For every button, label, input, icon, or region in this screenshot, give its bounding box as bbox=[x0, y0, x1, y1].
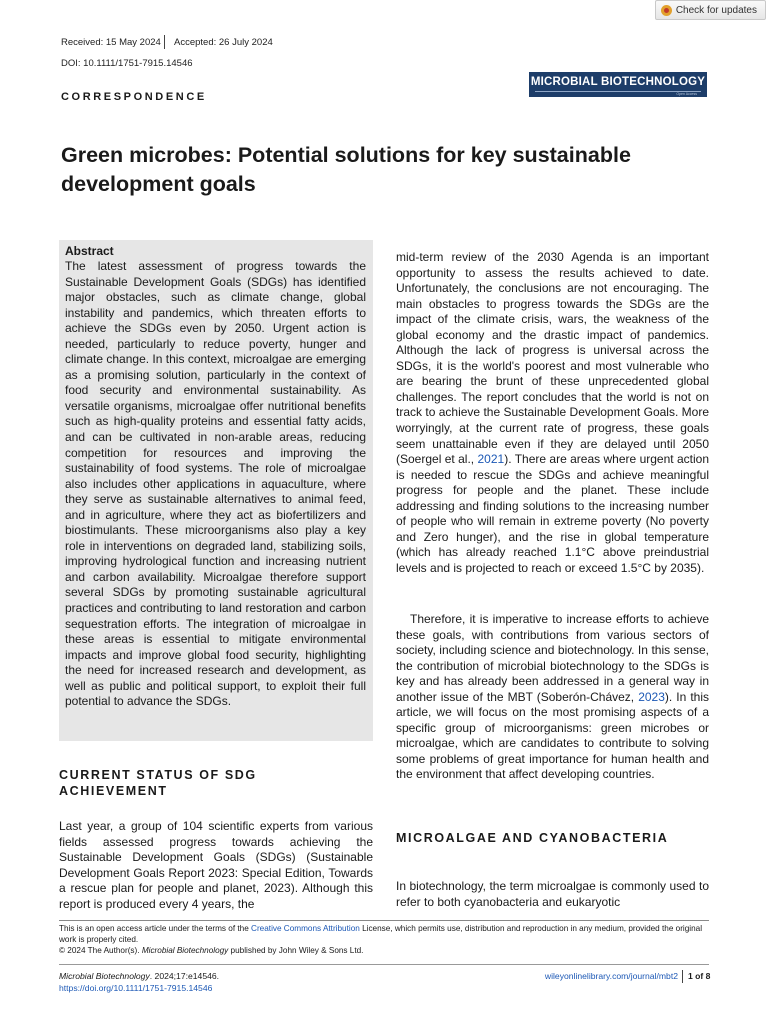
article-title: Green microbes: Potential solutions for key sustainable development goals bbox=[61, 143, 631, 196]
license-text: License, which permits use, distribution and reproduction in any medium, provided the original work is properly cited. bbox=[59, 924, 703, 944]
journal-logo-subtitle: Open Access bbox=[676, 92, 697, 96]
footer-divider bbox=[59, 964, 709, 965]
page-number: 1 of 8 bbox=[688, 971, 711, 981]
abstract-text: The latest assessment of progress towards the Sustainable Development Goals (SDGs) has identified major obstacles, such as climate change, global instability and pandemics, which threaten efforts to achieve the SDGs even by 2050. Urgent action is needed, particularly to reduce poverty, hunger and climate change. In this context, microalgae are emerging as a promising solution, particularly in the context of food security and environmental sustainability. As versatile organisms, microalgae offer nutritional benefits such as high-quality proteins and essential fatty acids, and can be cultivated in non-arable areas, reducing competition for resources and improving the sustainability of food systems. The role of microalgae also includes other applications in aquaculture, where they serve as sustainable alternatives to animal feed, and in agriculture, where they act as biofertilizers and biostimulants. These microorganisms also play a key role in interventions on degraded land, stabilizing soils, improving hydrological function and increasing nutrient and carbon availability. Microalgae therefore support several SDGs by promoting sustainable agricultural practices and contributing to land restoration and carbon sequestration efforts. The integration of microalgae in these areas is essential to mitigate environmental impacts and improve global food security, highlighting the need for increased research and development, as well as public and political support, to exploit their full potential to advance the SDGs. bbox=[65, 259, 366, 709]
footer-separator bbox=[682, 970, 683, 983]
citation-link-2023[interactable]: 2023 bbox=[638, 689, 665, 704]
footer-citation bbox=[59, 971, 219, 982]
received-date: Received: 15 May 2024 bbox=[61, 37, 161, 48]
article-doi: DOI: 10.1111/1751-7915.14546 bbox=[61, 58, 193, 69]
check-for-updates-button[interactable] bbox=[655, 0, 766, 20]
journal-site-link[interactable]: wileyonlinelibrary.com/journal/mbt2 bbox=[544, 971, 678, 981]
license-note bbox=[59, 923, 709, 945]
footer-citation-text: . 2024;17:e14546. bbox=[149, 971, 220, 981]
accepted-date: Accepted: 26 July 2024 bbox=[174, 37, 273, 48]
paragraph-text: ). There are areas where urgent action is needed to rescue the SDGs and achieve meaningful progress for people and the planet. These include addressing and finding solutions to the increasing number of people who will remain in extreme poverty (No poverty and Zero hunger), and the rise in global temperature (which has already reached 1.1°C above preindustrial levels and is projected to reach or exceed 1.5°C by 2035). bbox=[396, 452, 709, 575]
abstract-heading: Abstract bbox=[65, 244, 114, 258]
meta-divider bbox=[164, 35, 165, 49]
body-paragraph-1: Last year, a group of 104 scientific experts from various fields assessed progress towards achieving the Sustainable Development Goals (SDGs) (Sustainable Development Goals Report 2023: Special Edition, Towards a rescue plan for people and planet, 2023). Although this report is produced every 4 years, the bbox=[59, 819, 373, 911]
section-heading-microalgae: MICROALGAE AND CYANOBACTERIA bbox=[396, 831, 669, 845]
journal-logo[interactable] bbox=[529, 72, 707, 97]
check-for-updates-label: Check for updates bbox=[675, 4, 757, 16]
paragraph-text: ). In this article, we will focus on the most promising aspects of a specific group of microorganisms: green microbes or microalgae, which are candidates to contribute to solving some problems of great importance for human health and the environment that affect developing countries. bbox=[396, 689, 709, 782]
body-paragraph-4: In biotechnology, the term microalgae is commonly used to refer to both cyanobacteria and eukaryotic bbox=[396, 879, 709, 909]
paragraph-text: Therefore, it is imperative to increase efforts to achieve these goals, with contributions from various sectors of society, including science and biotechnology. In this sense, the contribution of microbial biotechnology to the SDGs is key and has already been addressed in a general way in another issue of the MBT (Soberón-Chávez, bbox=[396, 612, 709, 704]
journal-logo-name: MICROBIAL BIOTECHNOLOGY bbox=[530, 76, 706, 88]
footer-journal: Microbial Biotechnology bbox=[59, 971, 150, 981]
license-text: This is an open access article under the terms of the bbox=[59, 924, 252, 933]
copyright-note bbox=[59, 945, 709, 956]
creative-commons-link[interactable]: Creative Commons Attribution bbox=[251, 924, 360, 933]
section-heading-current-status: CURRENT STATUS OF SDG ACHIEVEMENT bbox=[59, 768, 257, 798]
copyright-journal: Microbial Biotechnology bbox=[141, 946, 229, 955]
article-type-label: CORRESPONDENCE bbox=[61, 91, 207, 103]
copyright-text: © 2024 The Author(s). bbox=[59, 946, 142, 955]
crossmark-icon bbox=[661, 5, 672, 16]
footnote-divider bbox=[59, 920, 709, 921]
body-paragraph-2 bbox=[396, 250, 709, 576]
paragraph-text: mid-term review of the 2030 Agenda is an important opportunity to assess the results achieved to date. Unfortunately, the conclusions are not encouraging. The main obstacles to progress towards the SDGs are the impact of the climate crisis, wars, the weakness of the global economy and the drastic impact of pandemics. Although the lack of progress is universal across the SDGs, it is the world's poorest and most vulnerable who are bearing the brunt of these unprecedented global challenges. The report concludes that the world is not on track to achieve the Sustainable Development Goals. More worryingly, at the current rate of progress, these goals seem unattainable even if they are delayed until 2050 (Soergel et al., bbox=[396, 250, 709, 467]
footer-doi-link[interactable]: https://doi.org/10.1111/1751-7915.14546 bbox=[59, 983, 213, 993]
citation-link-2021[interactable]: 2021 bbox=[477, 452, 505, 467]
copyright-text: published by John Wiley & Sons Ltd. bbox=[228, 946, 364, 955]
body-paragraph-3 bbox=[396, 612, 709, 783]
